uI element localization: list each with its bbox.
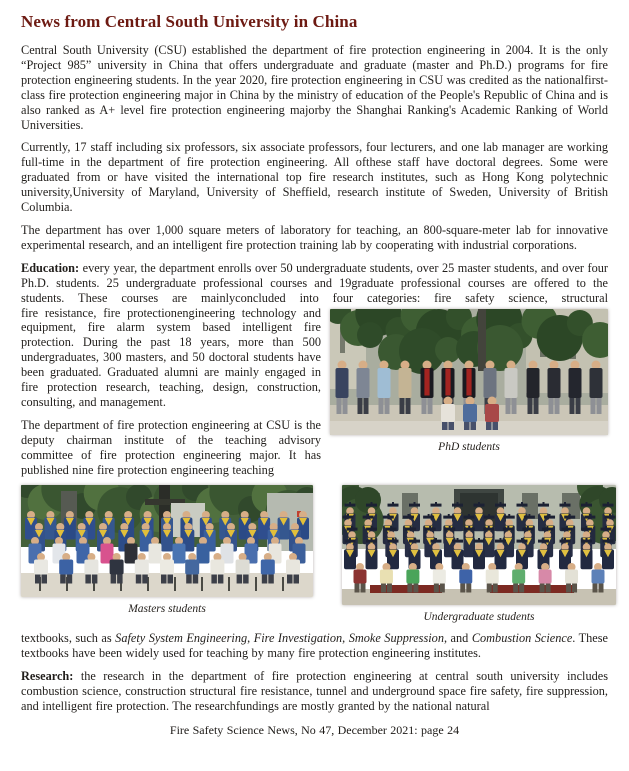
phd-students-photo: [330, 309, 608, 435]
page-title: News from Central South University in China: [21, 12, 358, 31]
text-wrap-zone: [21, 306, 608, 478]
research-label: Research:: [21, 669, 74, 684]
paragraph-committee: The department of fire protection engineering at CSU is the deputy chairman institute of the teaching advisory committee of fire protection engineering major. It has published nine fire protection engineering teaching: [21, 417, 321, 477]
page-footer: Fire Safety Science News, No 47, December 2021: page 24: [169, 723, 460, 737]
undergraduate-students-photo: [342, 485, 616, 605]
figure-masters-students: [21, 485, 313, 616]
research-text: the research in the department of fire protection engineering at central south university includes combustion science, construction structural fire resistance, tunnel and underground space fire safety, fire suppression, and intelligent fire protection. The researchfundings are mostly granted by the national natural: [21, 669, 608, 714]
paragraph-education-intro: [21, 261, 608, 306]
masters-caption: Masters students: [128, 603, 206, 616]
paragraph-research: [21, 669, 608, 714]
paragraph-university-intro: Central South University (CSU) established the department of fire protection engineering in 2004. It is the only “Project 985” university in China that offers undergraduate and graduate (master and Ph.D.) programs for fire protection engineering students. In the year 2020, fire protection engineering in CSU was credited as the nationalfirst-class fire protection engineering major in China by the ministry of education of the People's Republic of China and is also ranked as A+ level fire protection engineering majorby the Shanghai Ranking's Academic Ranking of World Universities.: [21, 43, 608, 132]
masters-students-photo: [21, 485, 313, 597]
figure-undergraduate-students: [342, 485, 616, 624]
paragraph-facilities: The department has over 1,000 square meters of laboratory for teaching, an 800-square-meter lab for innovative experimental research, and an intelligent fire protection training lab by cooperating with industrial corporations.: [21, 222, 608, 252]
phd-caption: PhD students: [438, 440, 500, 453]
education-label: Education:: [21, 260, 80, 275]
photos-row: [21, 485, 608, 624]
paragraph-education-cont: fire resistance, fire protectionengineering technology and equipment, fire alarm system based intelligent fire protection. During the past 18 years, more than 500 undergraduates, 300 masters, and 50 doctoral students have been graduated. Graduated alumni are mainly engaged in fire protection research, teaching, design, construction, consulting, and management.: [21, 305, 321, 409]
paragraph-textbooks: textbooks, such as Safety System Engineering, Fire Investigation, Smoke Suppression, and Combustion Science. These textbooks have been widely used for teaching by many fire protection engineering institutes.: [21, 631, 609, 661]
undergraduate-caption: Undergraduate students: [423, 611, 535, 624]
figure-phd-students: [330, 309, 608, 454]
education-intro-text: every year, the department enrolls over 50 undergraduate students, over 25 master students, and over four Ph.D. students. 25 undergraduate professional courses and 19graduate professional courses are offered to the students. These courses are mainlyconcluded into four categories: fire safety science, structural: [21, 260, 609, 305]
paragraph-staff: Currently, 17 staff including six professors, six associate professors, four lecturers, and one lab manager are working full-time in the department of fire protection engineering. All ofthese staff have doctoral degrees. Some were graduated from or have visited the international top fire research institutes, such as Hong Kong polytechnic university,University of Maryland, University of Sheffield, research institute of Sweden, University of British Columbia.: [21, 140, 608, 215]
